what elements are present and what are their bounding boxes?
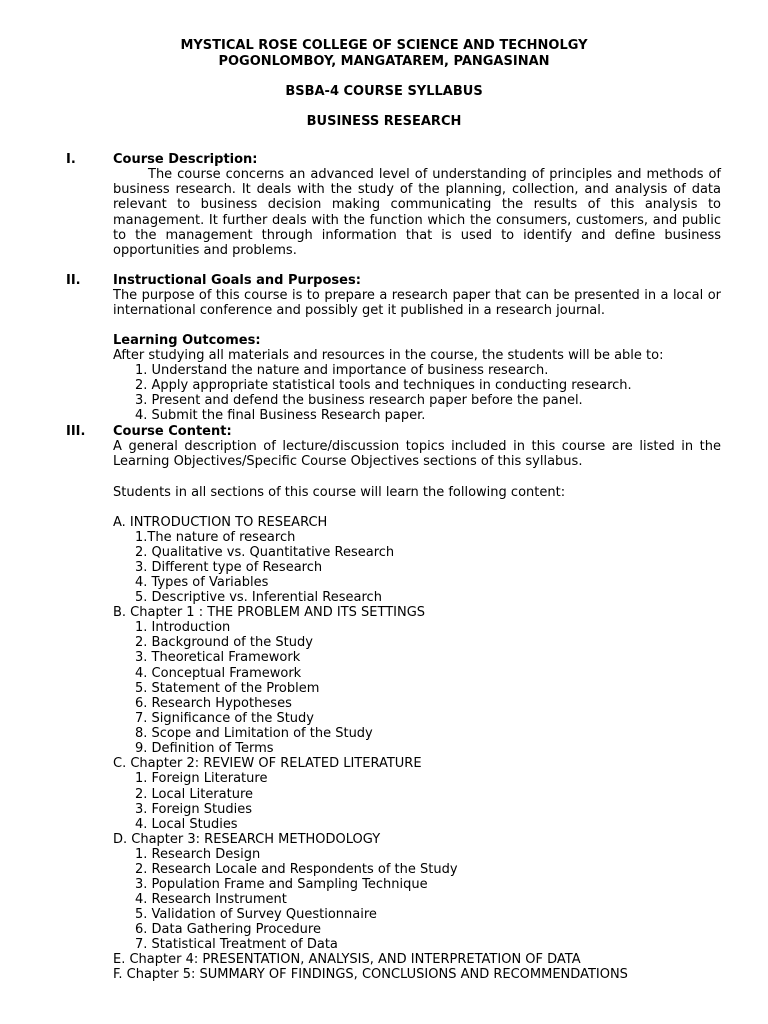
list-item: 3. Theoretical Framework — [135, 650, 301, 665]
college-name: MYSTICAL ROSE COLLEGE OF SCIENCE AND TECHNOLGY — [180, 38, 588, 53]
list-item: 4. Research Instrument — [135, 892, 287, 907]
list-item: 1.The nature of research — [135, 530, 296, 545]
section-3-number: III. — [66, 424, 86, 439]
list-item: 4. Types of Variables — [135, 575, 269, 590]
list-item: 4. Conceptual Framework — [135, 666, 302, 681]
outcome-item: 3. Present and defend the business research paper before the panel. — [135, 393, 583, 408]
list-item: 4. Local Studies — [135, 817, 238, 832]
outcome-item: 2. Apply appropriate statistical tools and techniques in conducting research. — [135, 378, 632, 393]
list-item: 6. Data Gathering Procedure — [135, 922, 321, 937]
list-item: 2. Local Literature — [135, 787, 254, 802]
syllabus-title: BSBA-4 COURSE SYLLABUS — [285, 84, 483, 99]
list-item: 3. Different type of Research — [135, 560, 323, 575]
content-topic-d: D. Chapter 3: RESEARCH METHODOLOGY — [113, 832, 381, 847]
course-content-text: A general description of lecture/discussion topics included in this course are listed in the Learning Objectives/Specific Course Objectives sections of this syllabus. — [113, 439, 721, 470]
outcome-item: 1. Understand the nature and importance of business research. — [135, 363, 549, 378]
content-topic-e: E. Chapter 4: PRESENTATION, ANALYSIS, AND INTERPRETATION OF DATA — [113, 952, 581, 967]
list-item: 7. Significance of the Study — [135, 711, 314, 726]
list-item: 1. Foreign Literature — [135, 771, 268, 786]
list-item: 5. Descriptive vs. Inferential Research — [135, 590, 382, 605]
content-topic-c: C. Chapter 2: REVIEW OF RELATED LITERATURE — [113, 756, 422, 771]
list-item: 2. Research Locale and Respondents of the Study — [135, 862, 458, 877]
list-item: 1. Introduction — [135, 620, 231, 635]
list-item: 1. Research Design — [135, 847, 261, 862]
content-topic-a: A. INTRODUCTION TO RESEARCH — [113, 515, 328, 530]
section-3-title: Course Content: — [113, 424, 232, 439]
learning-outcomes-intro: After studying all materials and resources in the course, the students will be able to: — [113, 348, 664, 363]
list-item: 9. Definition of Terms — [135, 741, 274, 756]
college-address: POGONLOMBOY, MANGATAREM, PANGASINAN — [218, 54, 550, 69]
section-1-number: I. — [66, 152, 76, 167]
section-2-title: Instructional Goals and Purposes: — [113, 273, 361, 288]
list-item: 5. Validation of Survey Questionnaire — [135, 907, 377, 922]
list-item: 7. Statistical Treatment of Data — [135, 937, 338, 952]
list-item: 3. Foreign Studies — [135, 802, 253, 817]
outcome-item: 4. Submit the final Business Research paper. — [135, 408, 426, 423]
learning-outcomes-title: Learning Outcomes: — [113, 333, 261, 348]
list-item: 6. Research Hypotheses — [135, 696, 292, 711]
section-1-title: Course Description: — [113, 152, 258, 167]
content-topic-b: B. Chapter 1 : THE PROBLEM AND ITS SETTINGS — [113, 605, 426, 620]
section-2-number: II. — [66, 273, 81, 288]
goals-text: The purpose of this course is to prepare a research paper that can be presented in a local or international conference and possibly get it published in a research journal. — [113, 288, 721, 319]
list-item: 8. Scope and Limitation of the Study — [135, 726, 373, 741]
course-description-text: The course concerns an advanced level of understanding of principles and methods of business research. It deals with the study of the planning, collection, and analysis of data relevant to business decision making communicating the results of this analysis to management. It further deals with the function which the consumers, customers, and public to the management through information that is used to identify and define business opportunities and problems. — [113, 167, 721, 259]
list-item: 5. Statement of the Problem — [135, 681, 320, 696]
list-item: 2. Background of the Study — [135, 635, 313, 650]
course-title: BUSINESS RESEARCH — [306, 114, 462, 129]
list-item: 2. Qualitative vs. Quantitative Research — [135, 545, 395, 560]
list-item: 3. Population Frame and Sampling Technique — [135, 877, 428, 892]
content-topic-f: F. Chapter 5: SUMMARY OF FINDINGS, CONCLUSIONS AND RECOMMENDATIONS — [113, 967, 628, 982]
course-content-intro: Students in all sections of this course will learn the following content: — [113, 485, 566, 500]
